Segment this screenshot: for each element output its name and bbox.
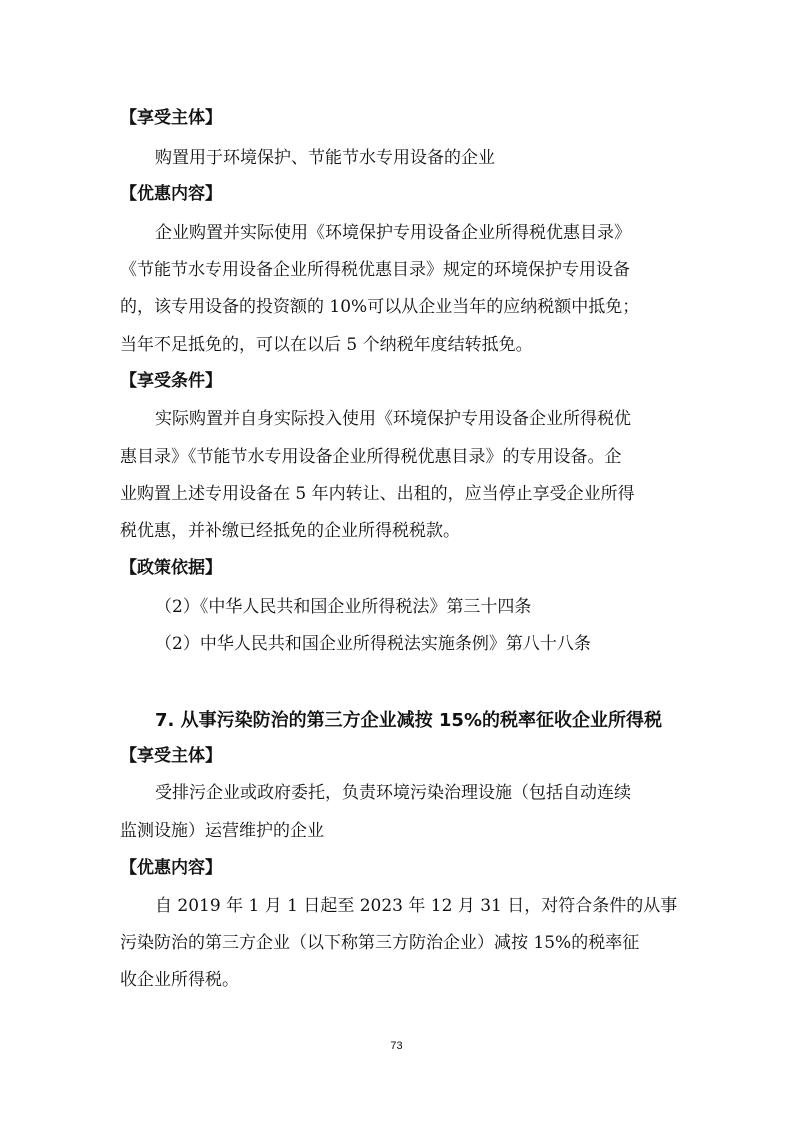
heading-content: 【优惠内容】: [120, 184, 222, 204]
content-line: 自 2019 年 1 月 1 日起至 2023 年 12 月 31 日，对符合条件的从事: [155, 896, 678, 916]
basis-line: （2）《中华人民共和国企业所得税法》第三十四条: [155, 597, 532, 617]
basis-line: （2）中华人民共和国企业所得税法实施条例》第八十八条: [155, 634, 591, 654]
condition-line: 业购置上述专用设备在 5 年内转让、出租的，应当停止享受企业所得: [120, 484, 635, 504]
content-line: 企业购置并实际使用《环境保护专用设备企业所得税优惠目录》: [155, 223, 631, 243]
page-number: 73: [390, 1040, 403, 1052]
content-line: 污染防治的第三方企业（以下称第三方防治企业）减按 15%的税率征: [120, 933, 640, 953]
condition-line: 税优惠，并补缴已经抵免的企业所得税税款。: [120, 521, 460, 541]
condition-line: 惠目录》《节能节水专用设备企业所得税优惠目录》的专用设备。企: [120, 447, 622, 467]
heading-subject: 【享受主体】: [120, 746, 222, 766]
heading-conditions: 【享受条件】: [120, 371, 222, 391]
section-title: 7. 从事污染防治的第三方企业减按 15%的税率征收企业所得税: [155, 710, 662, 731]
heading-subject: 【享受主体】: [120, 108, 222, 128]
subject-line: 监测设施）运营维护的企业: [120, 821, 324, 841]
condition-line: 实际购置并自身实际投入使用《环境保护专用设备企业所得税优: [155, 409, 631, 429]
subject-text: 购置用于环境保护、节能节水专用设备的企业: [155, 148, 495, 168]
content-line: 收企业所得税。: [120, 970, 239, 990]
subject-line: 受排污企业或政府委托，负责环境污染治理设施（包括自动连续: [155, 783, 631, 803]
heading-basis: 【政策依据】: [120, 558, 222, 578]
content-line: 《节能节水专用设备企业所得税优惠目录》规定的环境保护专用设备: [120, 260, 630, 280]
content-line: 当年不足抵免的，可以在以后 5 个纳税年度结转抵免。: [120, 335, 533, 355]
content-line: 的，该专用设备的投资额的 10%可以从企业当年的应纳税额中抵免；: [120, 297, 640, 317]
heading-content: 【优惠内容】: [120, 858, 222, 878]
